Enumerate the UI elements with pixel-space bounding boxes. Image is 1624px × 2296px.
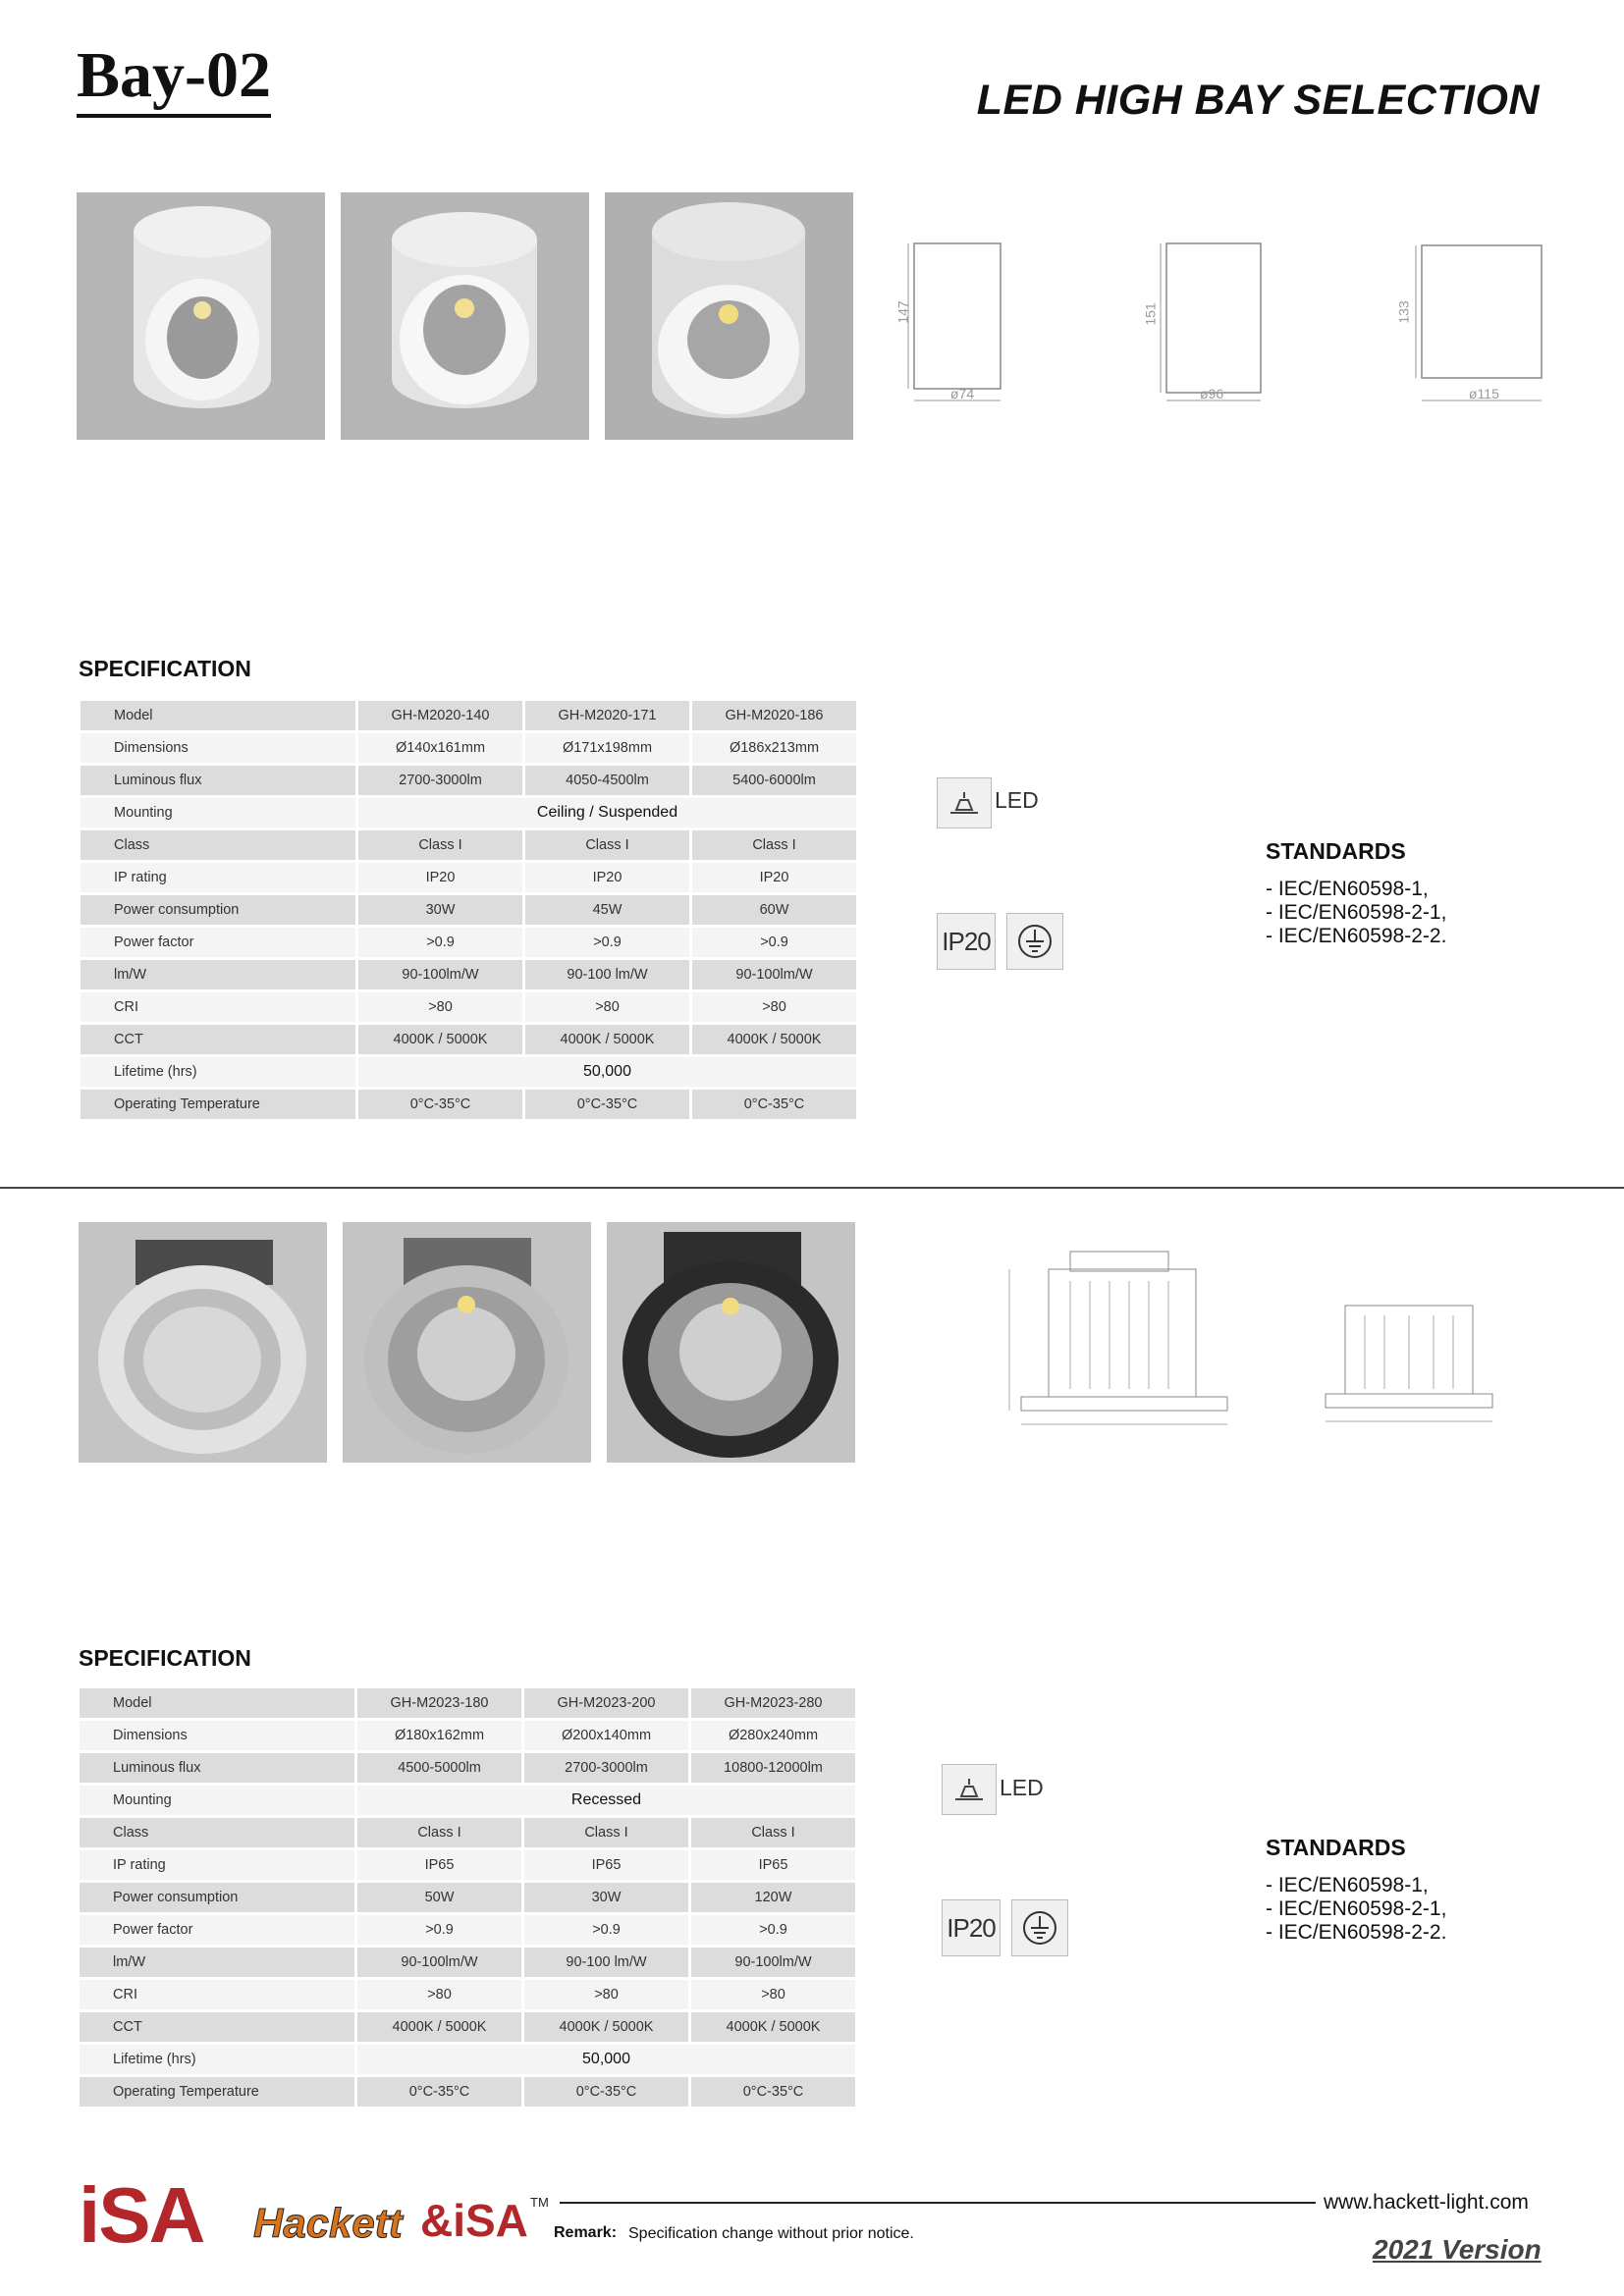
led-label: LED	[995, 787, 1039, 813]
spec-row	[81, 895, 856, 925]
spec-label: CCT	[81, 1025, 355, 1054]
spec-label: CCT	[80, 2012, 354, 2042]
spec-label: Dimensions	[80, 1721, 354, 1750]
spec-label: Model	[80, 1688, 354, 1718]
spec-label: IP rating	[81, 863, 355, 892]
isa-logo: iSA	[79, 2171, 204, 2259]
spec-value: 90-100 lm/W	[524, 1948, 688, 1977]
spec-table-2	[77, 1685, 858, 2109]
spec-value: 0°C-35°C	[358, 1090, 522, 1119]
spec-row	[81, 1090, 856, 1119]
spec-label: Luminous flux	[81, 766, 355, 795]
spec-value: >80	[524, 1980, 688, 2009]
spec-value: >80	[358, 992, 522, 1022]
standard-item: - IEC/EN60598-2-1,	[1266, 901, 1447, 924]
spec-value: 4000K / 5000K	[357, 2012, 521, 2042]
spec-table-1	[78, 698, 859, 1122]
led-icon	[942, 1764, 997, 1815]
standards-title: STANDARDS	[1266, 838, 1406, 864]
spec-row	[80, 2045, 855, 2074]
spec-value: 2700-3000lm	[358, 766, 522, 795]
spec-value: IP65	[691, 1850, 855, 1880]
standards-title: STANDARDS	[1266, 1835, 1406, 1860]
spec-value: GH-M2020-140	[358, 701, 522, 730]
spec-value: 0°C-35°C	[357, 2077, 521, 2107]
spec-value: 120W	[691, 1883, 855, 1912]
spec-value: IP65	[357, 1850, 521, 1880]
spec-value: GH-M2020-186	[692, 701, 856, 730]
product-photo-1	[77, 192, 325, 440]
page-heading: LED HIGH BAY SELECTION	[976, 77, 1540, 124]
trademark-mark: TM	[530, 2195, 549, 2210]
spec-label: Dimensions	[81, 733, 355, 763]
spec-label: IP rating	[80, 1850, 354, 1880]
spec-label: lm/W	[81, 960, 355, 989]
spec-label: Class	[81, 830, 355, 860]
product-photo-5	[343, 1222, 591, 1463]
ip-rating-text: IP20	[942, 926, 991, 956]
spec-label: Mounting	[81, 798, 355, 828]
spec-value: IP20	[692, 863, 856, 892]
spec-heading: SPECIFICATION	[79, 656, 251, 681]
spec-value: 4500-5000lm	[357, 1753, 521, 1783]
hackett-logo: Hackett	[253, 2200, 403, 2246]
spec-value: 50,000	[358, 1057, 856, 1087]
spec-row	[81, 960, 856, 989]
spec-row	[80, 1786, 855, 1815]
spec-value: 0°C-35°C	[525, 1090, 689, 1119]
spec-value: 0°C-35°C	[691, 2077, 855, 2107]
spec-value: >80	[357, 1980, 521, 2009]
spec-row	[80, 2012, 855, 2042]
spec-row	[80, 1850, 855, 1880]
spec-value: 50W	[357, 1883, 521, 1912]
spec-value: Class I	[692, 830, 856, 860]
spec-value: IP20	[358, 863, 522, 892]
ip-rating-badge	[942, 1899, 1001, 1956]
product-photo-6	[607, 1222, 855, 1463]
spec-value: 90-100lm/W	[358, 960, 522, 989]
spec-row	[81, 1057, 856, 1087]
spec-value: Ø200x140mm	[524, 1721, 688, 1750]
product-photo-3	[605, 192, 853, 440]
dimension-drawing-3	[1394, 236, 1551, 407]
spec-row	[81, 863, 856, 892]
section-divider	[0, 1187, 1624, 1189]
spec-label: Luminous flux	[80, 1753, 354, 1783]
spec-value: 4000K / 5000K	[691, 2012, 855, 2042]
spec-heading: SPECIFICATION	[79, 1645, 251, 1671]
standards-list	[1266, 878, 1446, 948]
spec-value: Class I	[357, 1818, 521, 1847]
spec-value: GH-M2023-280	[691, 1688, 855, 1718]
spec-value: Ceiling / Suspended	[358, 798, 856, 828]
spec-value: 10800-12000lm	[691, 1753, 855, 1783]
dimension-drawing-4	[1001, 1242, 1237, 1438]
spec-value: IP65	[524, 1850, 688, 1880]
footer-rule	[560, 2202, 1316, 2204]
spec-value: 4000K / 5000K	[358, 1025, 522, 1054]
spec-row	[80, 1818, 855, 1847]
spec-value: Ø180x162mm	[357, 1721, 521, 1750]
spec-value: 30W	[524, 1883, 688, 1912]
spec-row	[81, 766, 856, 795]
version-label: 2021 Version	[1373, 2234, 1542, 2265]
ip-rating-badge	[937, 913, 996, 970]
spec-label: Power factor	[81, 928, 355, 957]
spec-row	[81, 798, 856, 828]
spec-value: IP20	[525, 863, 689, 892]
spec-value: 30W	[358, 895, 522, 925]
spec-value: GH-M2023-180	[357, 1688, 521, 1718]
spec-row	[81, 928, 856, 957]
spec-value: Ø171x198mm	[525, 733, 689, 763]
spec-value: Ø186x213mm	[692, 733, 856, 763]
spec-value: 90-100lm/W	[357, 1948, 521, 1977]
dimension-drawing-5	[1316, 1296, 1502, 1433]
spec-value: >0.9	[524, 1915, 688, 1945]
spec-value: >0.9	[691, 1915, 855, 1945]
spec-value: Class I	[524, 1818, 688, 1847]
website-link[interactable]: www.hackett-light.com	[1324, 2191, 1529, 2214]
spec-value: Class I	[525, 830, 689, 860]
spec-value: 0°C-35°C	[524, 2077, 688, 2107]
spec-label: Power consumption	[81, 895, 355, 925]
spec-label: CRI	[80, 1980, 354, 2009]
page-title: Bay-02	[77, 37, 271, 118]
spec-label: Power consumption	[80, 1883, 354, 1912]
spec-value: 90-100lm/W	[692, 960, 856, 989]
spec-row	[80, 2077, 855, 2107]
spec-label: Model	[81, 701, 355, 730]
standard-item: - IEC/EN60598-2-2.	[1266, 1921, 1447, 1944]
spec-value: 4000K / 5000K	[524, 2012, 688, 2042]
standard-item: - IEC/EN60598-2-1,	[1266, 1897, 1447, 1920]
spec-label: Class	[80, 1818, 354, 1847]
spec-row	[80, 1688, 855, 1718]
dim-height-1: 147	[894, 300, 911, 324]
led-icon	[937, 777, 992, 828]
standards-list	[1266, 1874, 1446, 1945]
spec-value: 4050-4500lm	[525, 766, 689, 795]
spec-row	[80, 1883, 855, 1912]
hackett-isa-logo: &iSA	[420, 2195, 528, 2246]
spec-value: >0.9	[358, 928, 522, 957]
earth-ground-icon	[1011, 1899, 1068, 1956]
spec-label: lm/W	[80, 1948, 354, 1977]
standard-item: - IEC/EN60598-1,	[1266, 1874, 1429, 1896]
spec-value: >0.9	[357, 1915, 521, 1945]
spec-row	[81, 992, 856, 1022]
remark-text: Specification change without prior notice.	[628, 2225, 914, 2242]
dim-diameter-3: ø115	[1469, 386, 1499, 401]
spec-row	[81, 830, 856, 860]
spec-value: Class I	[691, 1818, 855, 1847]
spec-row	[81, 1025, 856, 1054]
spec-value: Recessed	[357, 1786, 855, 1815]
earth-ground-icon	[1006, 913, 1063, 970]
spec-value: 45W	[525, 895, 689, 925]
spec-row	[80, 1980, 855, 2009]
spec-row	[80, 1948, 855, 1977]
spec-row	[81, 701, 856, 730]
spec-label: Power factor	[80, 1915, 354, 1945]
dim-height-2: 151	[1142, 302, 1159, 326]
standard-item: - IEC/EN60598-2-2.	[1266, 925, 1447, 947]
spec-value: >0.9	[692, 928, 856, 957]
product-photo-2	[341, 192, 589, 440]
spec-row	[80, 1721, 855, 1750]
spec-value: Ø280x240mm	[691, 1721, 855, 1750]
spec-value: >80	[692, 992, 856, 1022]
dim-height-3: 133	[1395, 300, 1412, 324]
product-photo-4	[79, 1222, 327, 1463]
spec-value: >0.9	[525, 928, 689, 957]
spec-value: 5400-6000lm	[692, 766, 856, 795]
spec-value: 90-100 lm/W	[525, 960, 689, 989]
spec-value: 4000K / 5000K	[525, 1025, 689, 1054]
spec-value: 60W	[692, 895, 856, 925]
spec-label: CRI	[81, 992, 355, 1022]
spec-value: Ø140x161mm	[358, 733, 522, 763]
spec-value: GH-M2023-200	[524, 1688, 688, 1718]
remark-label: Remark:	[554, 2224, 618, 2241]
ip-rating-text: IP20	[947, 1912, 996, 1943]
spec-value: 90-100lm/W	[691, 1948, 855, 1977]
spec-value: 2700-3000lm	[524, 1753, 688, 1783]
led-label: LED	[1000, 1775, 1044, 1800]
spec-label: Lifetime (hrs)	[80, 2045, 354, 2074]
dim-diameter-2: ø96	[1200, 386, 1224, 401]
spec-value: 4000K / 5000K	[692, 1025, 856, 1054]
spec-value: >80	[691, 1980, 855, 2009]
spec-value: Class I	[358, 830, 522, 860]
spec-value: 50,000	[357, 2045, 855, 2074]
spec-label: Operating Temperature	[81, 1090, 355, 1119]
spec-value: 0°C-35°C	[692, 1090, 856, 1119]
spec-row	[80, 1915, 855, 1945]
spec-value: GH-M2020-171	[525, 701, 689, 730]
spec-label: Lifetime (hrs)	[81, 1057, 355, 1087]
spec-label: Operating Temperature	[80, 2077, 354, 2107]
standard-item: - IEC/EN60598-1,	[1266, 878, 1429, 900]
spec-row	[80, 1753, 855, 1783]
dim-diameter-1: ø74	[950, 386, 975, 401]
spec-row	[81, 733, 856, 763]
spec-value: >80	[525, 992, 689, 1022]
spec-label: Mounting	[80, 1786, 354, 1815]
